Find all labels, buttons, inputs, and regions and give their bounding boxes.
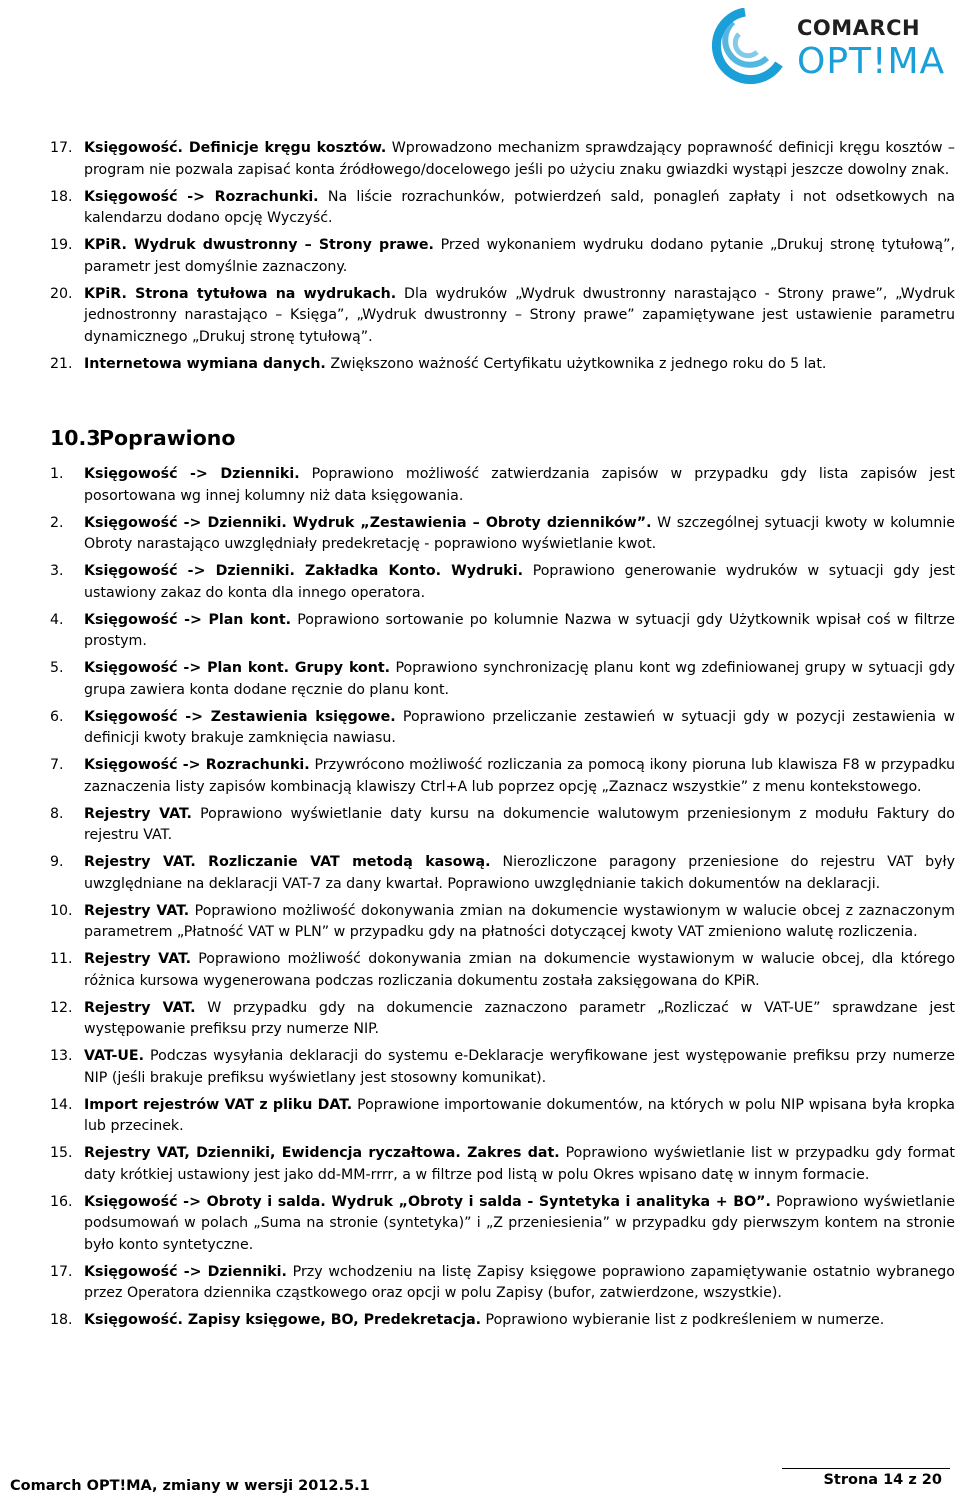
- item-text: Przed wykonaniem wydruku dodano pytanie „Drukuj stronę tytułową”, parametr jest domyślnie zaznaczony.: [84, 237, 955, 275]
- list-item: [50, 235, 955, 278]
- item-text: Poprawiono wyświetlanie podsumowań w polach „Suma na stronie (syntetyka)” i „Z przeniesienia” w przypadku gdy pierwszym kontem na stronie było konto syntetyczne.: [84, 1193, 955, 1253]
- item-text: Wprowadzono mechanizm sprawdzający poprawność definicji kręgu kosztów – program nie pozwala zapisać konta źródłowego/docelowego jeśli po użyciu znaku gwiazdki wystąpi jeszcze dowolny znak.: [84, 140, 956, 178]
- item-number: 5.: [50, 660, 64, 676]
- item-text: W szczególnej sytuacji kwoty w kolumnie Obroty narastająco uwzględniały predekretację - poprawiono wyświetlanie kwot.: [84, 514, 956, 552]
- item-number: 10.: [50, 902, 73, 919]
- item-text: Zwiększono ważność Certyfikatu użytkownika z jednego roku do 5 lat.: [325, 355, 827, 372]
- list-item: [50, 513, 955, 556]
- item-number: 14.: [50, 1096, 73, 1113]
- item-title: Rejestry VAT.: [84, 999, 196, 1016]
- list-item: [50, 138, 955, 181]
- item-title: Internetowa wymiana danych.: [84, 355, 326, 372]
- item-text: Poprawiono wyświetlanie daty kursu na dokumencie walutowym przeniesionym z modułu Faktury do rejestru VAT.: [84, 805, 955, 843]
- list-item: [50, 561, 955, 604]
- list-item: [50, 804, 955, 847]
- list-item: [50, 755, 955, 798]
- item-text: Poprawiono możliwość zatwierdzania zapisów w przypadku gdy lista zapisów jest posortowana wg innej kolumny niż data księgowania.: [84, 466, 955, 504]
- item-text: Poprawiono możliwość dokonywania zmian na dokumencie wystawionym w walucie obcej z zaznaczonym parametrem „Płatność VAT w PLN” w przypadku gdy na płatności dotyczącej kwoty VAT zmieniono walutę rozliczenia.: [84, 902, 955, 940]
- item-number: 19.: [50, 237, 73, 253]
- list-item: [50, 1095, 955, 1138]
- item-number: 18.: [50, 188, 73, 205]
- item-number: 3.: [50, 563, 64, 579]
- page-number: Strona 14 z 20: [823, 1472, 942, 1488]
- top-list: [50, 138, 955, 381]
- list-item: [50, 464, 955, 507]
- item-text: Nierozliczone paragony przeniesione do rejestru VAT były uwzględniane na deklaracji VAT-7 za dany kwartał. Poprawiono uwzględnianie takich dokumentów na deklaracji.: [84, 854, 955, 892]
- item-title: Księgowość -> Dzienniki.: [84, 466, 300, 482]
- item-number: 17.: [50, 140, 73, 156]
- item-text: Poprawiono wybieranie list z podkreśleniem w numerze.: [481, 1312, 885, 1328]
- item-title: Rejestry VAT.: [84, 902, 190, 919]
- item-text: Poprawiono wyświetlanie list w przypadku gdy format daty krótkiej ustawiony jest jako dd-MM-rrrr, a w filtrze pod listą w polu Okres wpisano datę w innym formacie.: [84, 1145, 955, 1183]
- item-number: 12.: [50, 999, 73, 1016]
- section-number: 10.3: [50, 426, 101, 450]
- item-number: 21.: [50, 355, 73, 372]
- section-heading: [50, 426, 235, 450]
- item-title: VAT-UE.: [84, 1048, 144, 1064]
- item-title: Księgowość -> Dzienniki. Wydruk „Zestawienia – Obroty dzienników”.: [84, 514, 652, 531]
- item-number: 15.: [50, 1145, 73, 1161]
- item-number: 13.: [50, 1048, 73, 1064]
- item-title: Import rejestrów VAT z pliku DAT.: [84, 1096, 353, 1113]
- item-number: 4.: [50, 611, 64, 628]
- comarch-optima-logo: [705, 8, 950, 88]
- section-title: Poprawiono: [99, 426, 236, 450]
- logo-text-optima: OPT!MA: [797, 41, 946, 82]
- list-item: [50, 1310, 955, 1332]
- item-text: Poprawiono przeliczanie zestawień w sytuacji gdy w pozycji zestawienia w definicji kwoty brakuje zamknięcia nawiasu.: [84, 708, 956, 746]
- item-text: Przywrócono możliwość rozliczania za pomocą ikony pioruna lub klawisza F8 w przypadku zaznaczenia listy zapisów kombinacją klawiszy Ctrl+A lub poprzez opcję „Zaznacz wszystkie” z menu kontekstowego.: [84, 757, 955, 795]
- logo-mark-icon: [705, 8, 795, 88]
- list-item: [50, 1262, 955, 1305]
- item-number: 16.: [50, 1193, 73, 1210]
- item-title: Księgowość -> Zestawienia księgowe.: [84, 708, 396, 725]
- item-title: Księgowość -> Rozrachunki.: [84, 188, 319, 205]
- item-title: Księgowość. Definicje kręgu kosztów.: [84, 140, 387, 156]
- item-text: W przypadku gdy na dokumencie zaznaczono parametr „Rozliczać w VAT-UE” sprawdzane jest występowanie prefiksu przy numerze NIP.: [84, 999, 955, 1037]
- item-text: Przy wchodzeniu na listę Zapisy księgowe poprawiono zapamiętywanie ostatnio wybranego przez Operatora dziennika cząstkowego oraz opcji w polu Zapisy (bufor, zatwierdzone, wszystkie).: [84, 1263, 955, 1301]
- item-number: 8.: [50, 805, 64, 822]
- footer-doc-title: Comarch OPT!MA, zmiany w wersji 2012.5.1: [10, 1478, 370, 1494]
- item-title: KPiR. Wydruk dwustronny – Strony prawe.: [84, 237, 434, 253]
- item-title: Księgowość -> Obroty i salda. Wydruk „Obroty i salda - Syntetyka i analityka + BO”.: [84, 1193, 771, 1210]
- item-number: 2.: [50, 514, 64, 531]
- item-text: Poprawiono synchronizację planu kont wg zdefiniowanej grupy w sytuacji gdy grupa zawiera konta dodane ręcznie do planu kont.: [84, 660, 955, 698]
- list-item: [50, 998, 955, 1041]
- item-title: Księgowość -> Plan kont. Grupy kont.: [84, 660, 391, 676]
- item-text: Poprawione importowanie dokumentów, na których w polu NIP wpisana była kropka lub przecinek.: [84, 1096, 955, 1134]
- item-text: Poprawiono generowanie wydruków w sytuacji gdy jest ustawiony zakaz do konta dla innego operatora.: [84, 563, 955, 601]
- list-item: [50, 610, 955, 653]
- item-title: Rejestry VAT.: [84, 951, 191, 967]
- item-title: Księgowość -> Dzienniki. Zakładka Konto. Wydruki.: [84, 563, 523, 579]
- item-title: Księgowość -> Rozrachunki.: [84, 757, 310, 773]
- item-text: Poprawiono możliwość dokonywania zmian na dokumencie wystawionym w walucie obcej, dla którego różnica kursowa wygenerowana podczas rozliczania dokumentu została zaksięgowana do KPiR.: [84, 951, 955, 989]
- list-item: [50, 1192, 955, 1257]
- item-title: Księgowość. Zapisy księgowe, BO, Predekretacja.: [84, 1312, 482, 1328]
- item-number: 18.: [50, 1312, 73, 1328]
- item-title: Księgowość -> Dzienniki.: [84, 1263, 287, 1280]
- list-item: [50, 707, 955, 750]
- item-text: Poprawiono sortowanie po kolumnie Nazwa w sytuacji gdy Użytkownik wpisał coś w filtrze prostym.: [84, 611, 955, 649]
- list-item: [50, 284, 955, 349]
- list-item: [50, 1143, 955, 1186]
- list-item: [50, 1046, 955, 1089]
- item-title: Rejestry VAT. Rozliczanie VAT metodą kasową.: [84, 854, 491, 870]
- item-number: 9.: [50, 854, 64, 870]
- list-item: [50, 949, 955, 992]
- list-item: [50, 852, 955, 895]
- item-number: 1.: [50, 466, 64, 482]
- item-title: Rejestry VAT.: [84, 805, 192, 822]
- item-number: 11.: [50, 951, 73, 967]
- item-number: 7.: [50, 757, 64, 773]
- item-title: Rejestry VAT, Dzienniki, Ewidencja ryczałtowa. Zakres dat.: [84, 1145, 560, 1161]
- item-text: Podczas wysyłania deklaracji do systemu e-Deklaracje weryfikowane jest występowanie prefiksu przy numerze NIP (jeśli brakuje prefiksu wyświetlany jest stosowny komunikat).: [84, 1048, 955, 1086]
- item-text: Dla wydruków „Wydruk dwustronny narastająco - Strony prawe”, „Wydruk jednostronny narastająco – Księga”, „Wydruk dwustronny – Strony prawe” zapamiętywane jest ustawienie parametru dynamicznego „Drukuj stronę tytułową”.: [84, 285, 955, 345]
- item-text: Na liście rozrachunków, potwierdzeń sald, ponagleń zapłaty i not odsetkowych na kalendarzu dodano opcję Wyczyść.: [84, 188, 955, 226]
- item-number: 17.: [50, 1263, 73, 1280]
- logo-text-comarch: COMARCH: [797, 16, 921, 40]
- list-item: [50, 658, 955, 701]
- list-item: [50, 187, 955, 230]
- list-item: [50, 901, 955, 944]
- item-title: KPiR. Strona tytułowa na wydrukach.: [84, 285, 397, 302]
- item-title: Księgowość -> Plan kont.: [84, 611, 292, 628]
- item-number: 6.: [50, 708, 64, 725]
- footer-divider: [782, 1468, 950, 1469]
- list-item: [50, 354, 955, 376]
- item-number: 20.: [50, 285, 73, 302]
- fixes-list: [50, 464, 955, 1337]
